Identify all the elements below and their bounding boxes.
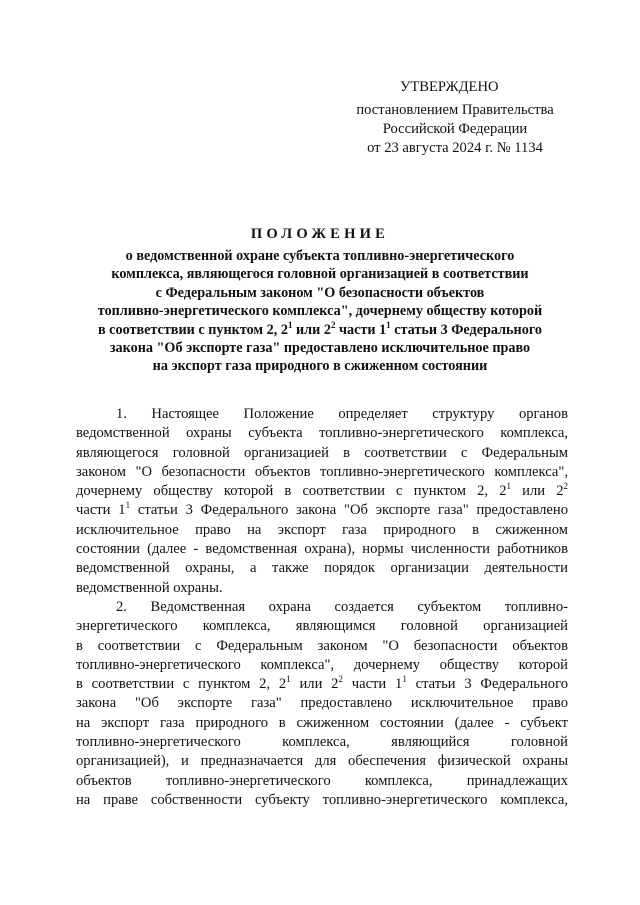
paragraph-1-line: части $1^1$ статьи 3 Федерального закона "Об экспорте газа" предоставлено — [76, 500, 568, 519]
paragraph-2-line: объектов топливно-энергетического комплекса, принадлежащих — [76, 772, 568, 789]
paragraph-2-line: на праве собственности субъекту топливно-энергетического комплекса, — [76, 791, 568, 808]
paragraph-1-line: исключительное право на экспорт газа природного в сжиженном — [76, 521, 568, 538]
paragraph-2-line: организацией), и предназначается для обеспечения физической охраны — [76, 753, 568, 770]
paragraph-1-line: являющегося головной организацией в соответствии с Федеральным — [76, 444, 568, 461]
paragraph-2-line: энергетического комплекса, являющимся головной организацией — [76, 618, 568, 635]
paragraph-2-line: закона "Об экспорте газа" предоставлено исключительное право — [76, 695, 568, 712]
document-body — [76, 405, 568, 810]
paragraph-2-line: в соответствии с пунктом 2, $2^1$ или $2^2$ части $1^1$ статьи 3 Федерального — [76, 674, 569, 693]
subtitle-line: на экспорт газа природного в сжиженном состоянии — [152, 358, 488, 375]
approval-block — [330, 78, 580, 158]
subtitle-line: комплекса, являющегося головной организацией в соответствии — [111, 266, 529, 283]
paragraph-1-line: ведомственной охраны, а также порядок организации деятельности — [76, 560, 568, 577]
subtitle-line: топливно-энергетического комплекса", дочернему обществу которой — [97, 303, 543, 320]
paragraph-1-line: состоянии (далее - ведомственная охрана), нормы численности работников — [76, 541, 568, 558]
paragraph-1-line: ведомственной охраны субъекта топливно-энергетического комплекса, — [76, 425, 568, 442]
subtitle-line: о ведомственной охране субъекта топливно-энергетического — [125, 248, 515, 264]
subtitle-line: с Федеральным законом "О безопасности объектов — [155, 284, 485, 301]
paragraph-2-line: топливно-энергетического комплекса, являющийся головной — [76, 734, 568, 751]
paragraph-2-line: топливно-энергетического комплекса", дочернему обществу которой — [76, 656, 568, 673]
approval-line-1: постановлением Правительства — [356, 102, 554, 118]
paragraph-2-line: в соответствии с Федеральным законом "О безопасности объектов — [76, 637, 568, 654]
document-subtitle — [60, 247, 580, 376]
approval-stamp: УТВЕРЖДЕНО — [400, 79, 499, 95]
document-title: ПОЛОЖЕНИЕ — [250, 226, 390, 242]
paragraph-1-line: ведомственной охраны. — [76, 579, 223, 596]
approval-line-2: Российской Федерации — [382, 121, 528, 137]
paragraph-2-line: на экспорт газа природного в сжиженном состоянии (далее - субъект — [76, 714, 568, 731]
paragraph-2-line: 2. Ведомственная охрана создается субъектом топливно- — [116, 598, 568, 615]
paragraph-1-line: дочернему обществу которой в соответствии с пунктом 2, $2^1$ или $2^2$ — [76, 481, 568, 500]
subtitle-line: в соответствии с пунктом 2, $2^1$ или $2^2$ части $1^1$ статьи 3 Федерального — [97, 319, 543, 338]
approval-line-3: от 23 августа 2024 г. № 1134 — [367, 140, 543, 156]
subtitle-line: закона "Об экспорте газа" предоставлено исключительное право — [109, 340, 531, 357]
paragraph-1-line: законом "О безопасности объектов топливно-энергетического комплекса", — [76, 463, 568, 480]
paragraph-1-line: 1. Настоящее Положение определяет структуру органов — [116, 406, 568, 422]
